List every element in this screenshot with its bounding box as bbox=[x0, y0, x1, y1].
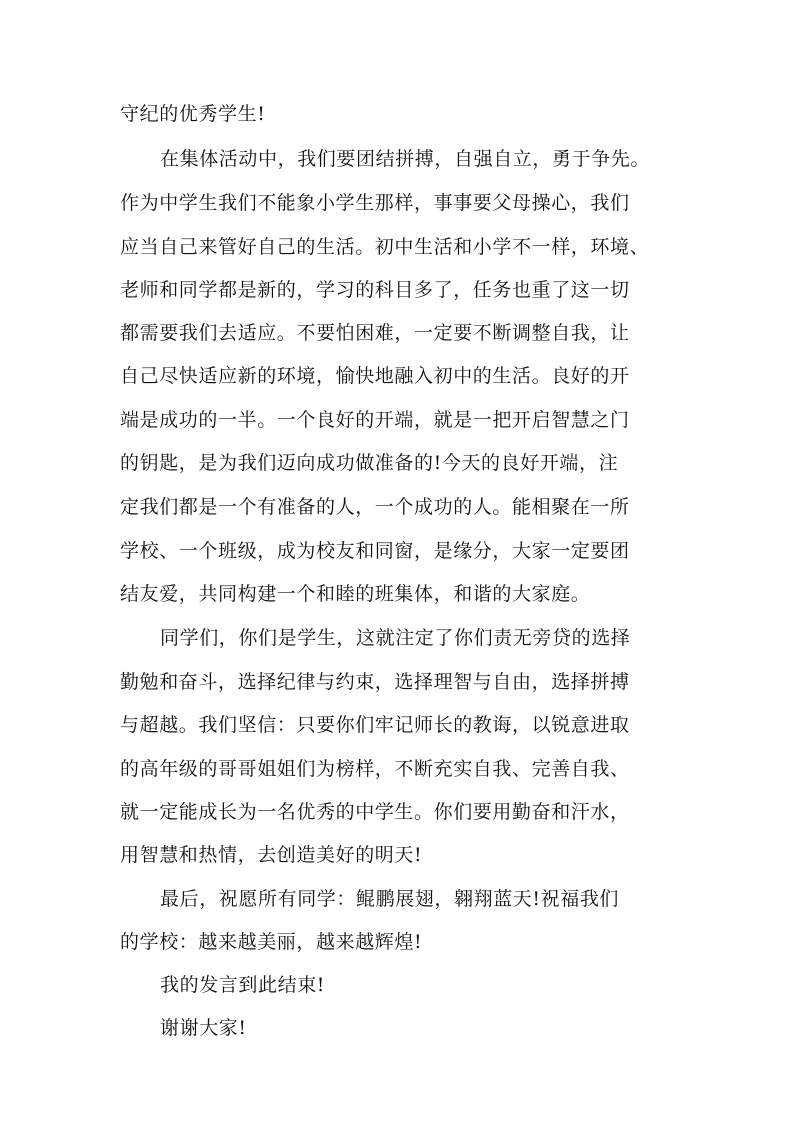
text-line: 用智慧和热情，去创造美好的明天! bbox=[120, 844, 423, 866]
text-line: 老师和同学都是新的，学习的科目多了，任务也重了这一切 bbox=[120, 279, 630, 301]
text-line: 应当自己来管好自己的生活。初中生活和小学不一样，环境、 bbox=[120, 236, 650, 258]
text-line: 与超越。我们坚信：只要你们牢记师长的教诲，以锐意进取 bbox=[120, 714, 630, 736]
text-line: 守纪的优秀学生! bbox=[120, 103, 266, 125]
text-line: 就一定能成长为一名优秀的中学生。你们要用勤奋和汗水， bbox=[120, 801, 630, 823]
text-line: 定我们都是一个有准备的人，一个成功的人。能相聚在一所 bbox=[120, 496, 630, 518]
text-line: 学校、一个班级，成为校友和同窗，是缘分，大家一定要团 bbox=[120, 540, 630, 562]
paragraph-start-line: 在集体活动中，我们要团结拼搏，自强自立，勇于争先。 bbox=[160, 148, 651, 170]
paragraph-start-line: 我的发言到此结束! bbox=[160, 974, 326, 996]
paragraph-start-line: 最后，祝愿所有同学：鲲鹏展翅，翱翔蓝天!祝福我们 bbox=[160, 888, 620, 910]
text-line: 的高年级的哥哥姐姐们为榜样，不断充实自我、完善自我、 bbox=[120, 758, 630, 780]
text-line: 自己尽快适应新的环境，愉快地融入初中的生活。良好的开 bbox=[120, 365, 630, 387]
text-line: 作为中学生我们不能象小学生那样，事事要父母操心，我们 bbox=[120, 192, 630, 214]
text-line: 的钥匙，是为我们迈向成功做准备的!今天的良好开端，注 bbox=[120, 452, 619, 474]
text-line: 的学校：越来越美丽，越来越辉煌! bbox=[120, 931, 423, 953]
paragraph-start-line: 同学们，你们是学生，这就注定了你们责无旁贷的选择 bbox=[160, 627, 631, 649]
text-line: 结友爱，共同构建一个和睦的班集体，和谐的大家庭。 bbox=[120, 583, 591, 605]
text-line: 端是成功的一半。一个良好的开端，就是一把开启智慧之门 bbox=[120, 409, 630, 431]
text-line: 都需要我们去适应。不要怕困难，一定要不断调整自我，让 bbox=[120, 322, 630, 344]
text-line: 勤勉和奋斗，选择纪律与约束，选择理智与自由，选择拼搏 bbox=[120, 671, 630, 693]
paragraph-start-line: 谢谢大家! bbox=[160, 1017, 247, 1039]
